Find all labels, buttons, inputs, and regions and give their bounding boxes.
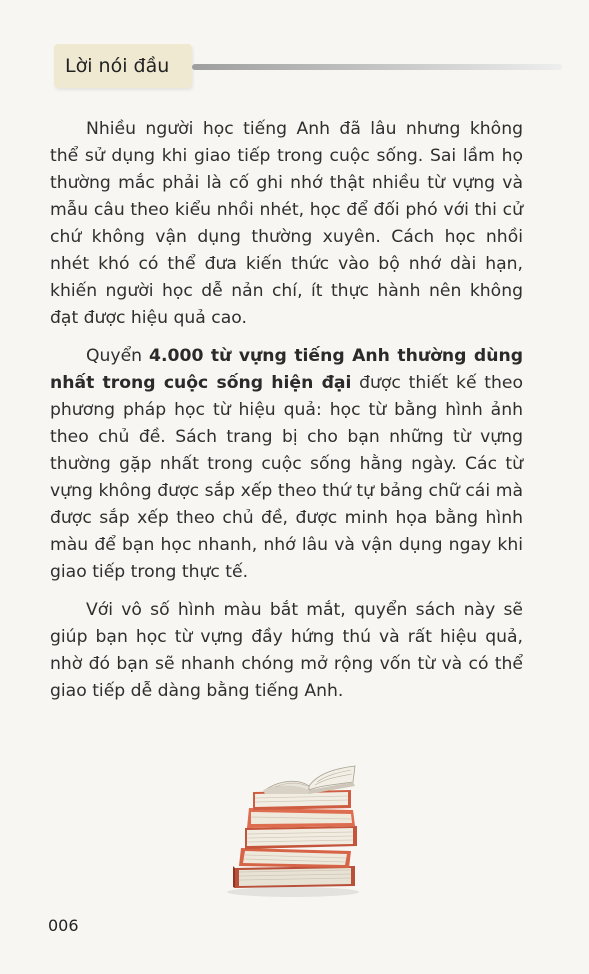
preface-text (50, 116, 523, 705)
paragraph-1: Nhiều người học tiếng Anh đã lâu nhưng không thể sử dụng khi giao tiếp trong cuộc sống. Sai lầm họ thường mắc phải là cố ghi nhớ thật nhiều từ vựng và mẫu câu theo kiểu nhồi nhét, học để đối phó với thi cử chứ không vận dụng thường xuyên. Cách học nhồi nhét khó có thể đưa kiến thức vào bộ nhớ dài hạn, khiến người học dễ nản chí, ít thực hành nên không đạt được hiệu quả cao. (50, 119, 523, 328)
page-number: 006 (48, 916, 79, 935)
book-3 (245, 826, 357, 849)
paragraph-2-body: được thiết kế theo phương pháp học từ hiệu quả: học từ bằng hình ảnh theo chủ đề. Sách trang bị cho bạn những từ vựng thường gặp nhất trong cuộc sống hằng ngày. Các từ vựng không được sắp xếp theo thứ tự bảng chữ cái mà được sắp xếp theo chủ đề, được minh họa bằng hình màu để bạn học nhanh, nhớ lâu và vận dụng ngay khi giao tiếp trong thực tế. (50, 373, 523, 582)
header-divider (192, 64, 562, 70)
open-book (263, 766, 355, 794)
stack-of-books-icon (205, 760, 375, 900)
book-bottom (233, 866, 355, 888)
paragraph-2-intro: Quyển (86, 346, 150, 366)
section-title: Lời nói đầu (65, 55, 170, 77)
paragraph-2 (50, 343, 523, 586)
section-header-tab (54, 44, 192, 88)
book-2 (247, 808, 355, 828)
book-4 (239, 848, 351, 868)
book-title-bold: 4.000 từ vựng tiếng Anh thường dùng nhất trong cuộc sống hiện đại (50, 346, 524, 393)
paragraph-3: Với vô số hình màu bắt mắt, quyển sách này sẽ giúp bạn học từ vựng đầy hứng thú và rất hiệu quả, nhờ đó bạn sẽ nhanh chóng mở rộng vốn từ và có thể giao tiếp dễ dàng bằng tiếng Anh. (50, 600, 523, 701)
